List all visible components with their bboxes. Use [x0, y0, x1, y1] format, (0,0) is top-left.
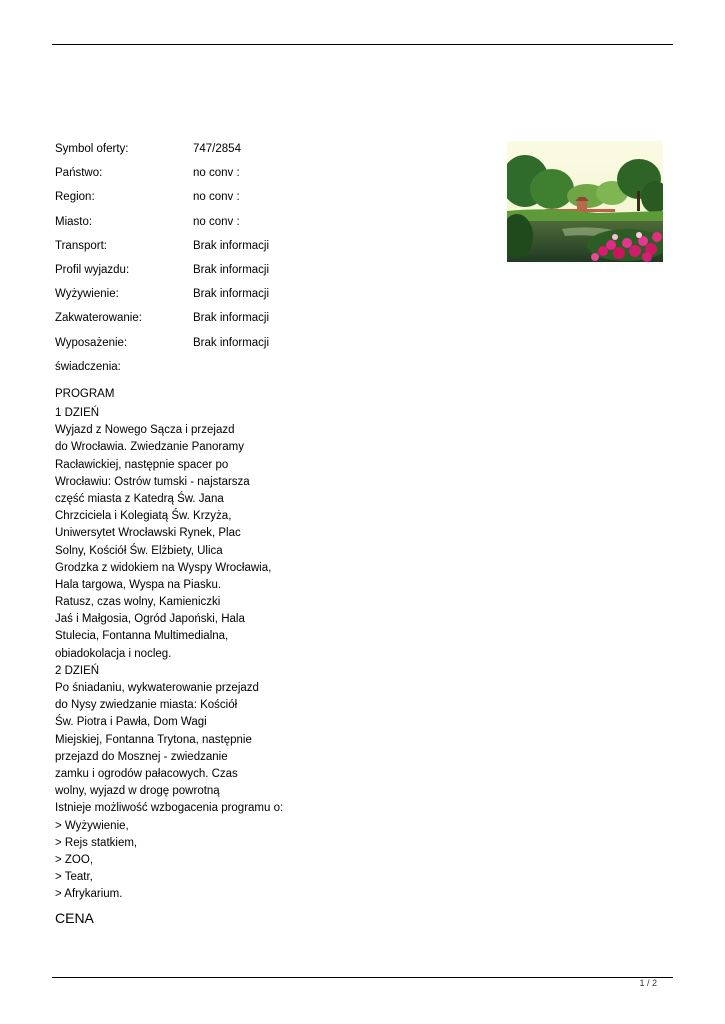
program-line: Po śniadaniu, wykwaterowanie przejazd [55, 682, 259, 694]
program-line: Grodzka z widokiem na Wyspy Wrocławia, [55, 561, 272, 574]
footer-rule [52, 977, 673, 978]
info-value: Brak informacji [193, 263, 270, 276]
program-line: wolny, wyjazd w drogę powrotną [55, 785, 220, 798]
info-label: Miasto: [55, 215, 93, 228]
program-line: przejazd do Mosznej - zwiedzanie [55, 750, 228, 763]
info-label: Zakwaterowanie: [55, 312, 142, 325]
program-line: Hala targowa, Wyspa na Piasku. [55, 578, 222, 591]
garden-photo [507, 141, 663, 262]
price-heading: CENA [55, 910, 94, 926]
program-line: zamku i ogrodów pałacowych. Czas [55, 767, 238, 780]
info-value: no conv : [193, 215, 240, 228]
header-rule [52, 44, 673, 45]
info-label: Profil wyjazdu: [55, 263, 130, 276]
info-label: Transport: [55, 239, 107, 252]
program-line: > Wyżywienie, [55, 819, 129, 832]
program-line: część miasta z Katedrą Św. Jana [55, 492, 224, 505]
program-line: Wyjazd z Nowego Sącza i przejazd [55, 424, 235, 437]
info-value: no conv : [193, 167, 240, 180]
info-value: no conv : [193, 191, 240, 204]
program-heading: PROGRAM [55, 388, 115, 400]
program-line: do Wrocławia. Zwiedzanie Panoramy [55, 441, 244, 454]
program-line: 2 DZIEŃ [55, 664, 100, 677]
program-line: Miejskiej, Fontanna Trytona, następnie [55, 733, 252, 746]
program-line: Racławickiej, następnie spacer po [55, 458, 229, 471]
program-line: Solny, Kościół Św. Elżbiety, Ulica [55, 544, 223, 557]
info-label: Państwo: [55, 167, 103, 180]
info-value: Brak informacji [193, 312, 270, 325]
info-value: 747/2854 [193, 143, 241, 155]
program-line: Istnieje możliwość wzbogacenia programu o: [55, 802, 284, 815]
program-line: > Afrykarium. [55, 888, 123, 901]
program-line: Jaś i Małgosia, Ogród Japoński, Hala [55, 613, 245, 626]
program-line: 1 DZIEŃ [55, 407, 100, 419]
info-value: Brak informacji [193, 288, 270, 301]
page-number: 1 / 2 [639, 978, 657, 988]
program-line: obiadokolacja i nocleg. [55, 647, 172, 660]
program-text [55, 405, 283, 903]
info-value: Brak informacji [193, 239, 270, 252]
info-label: Wyżywienie: [55, 288, 119, 301]
info-value: Brak informacji [193, 336, 270, 349]
info-label: Wyposażenie: [55, 336, 128, 349]
info-label: Region: [55, 191, 95, 204]
program-line: > ZOO, [55, 853, 94, 866]
program-line: Stulecia, Fontanna Multimedialna, [55, 630, 229, 643]
program-line: Uniwersytet Wrocławski Rynek, Plac [55, 527, 241, 540]
program-line: do Nysy zwiedzanie miasta: Kościół [55, 699, 238, 712]
program-line: Ratusz, czas wolny, Kamieniczki [55, 596, 221, 609]
program-line: Św. Piotra i Pawła, Dom Wagi [55, 716, 207, 729]
program-line: > Teatr, [55, 871, 93, 884]
info-label: świadczenia: [55, 360, 121, 373]
info-label: Symbol oferty: [55, 143, 129, 155]
program-line: > Rejs statkiem, [55, 836, 138, 849]
program-line: Wrocławiu: Ostrów tumski - najstarsza [55, 475, 250, 488]
program-line: Chrzciciela i Kolegiatą Św. Krzyża, [55, 510, 232, 523]
